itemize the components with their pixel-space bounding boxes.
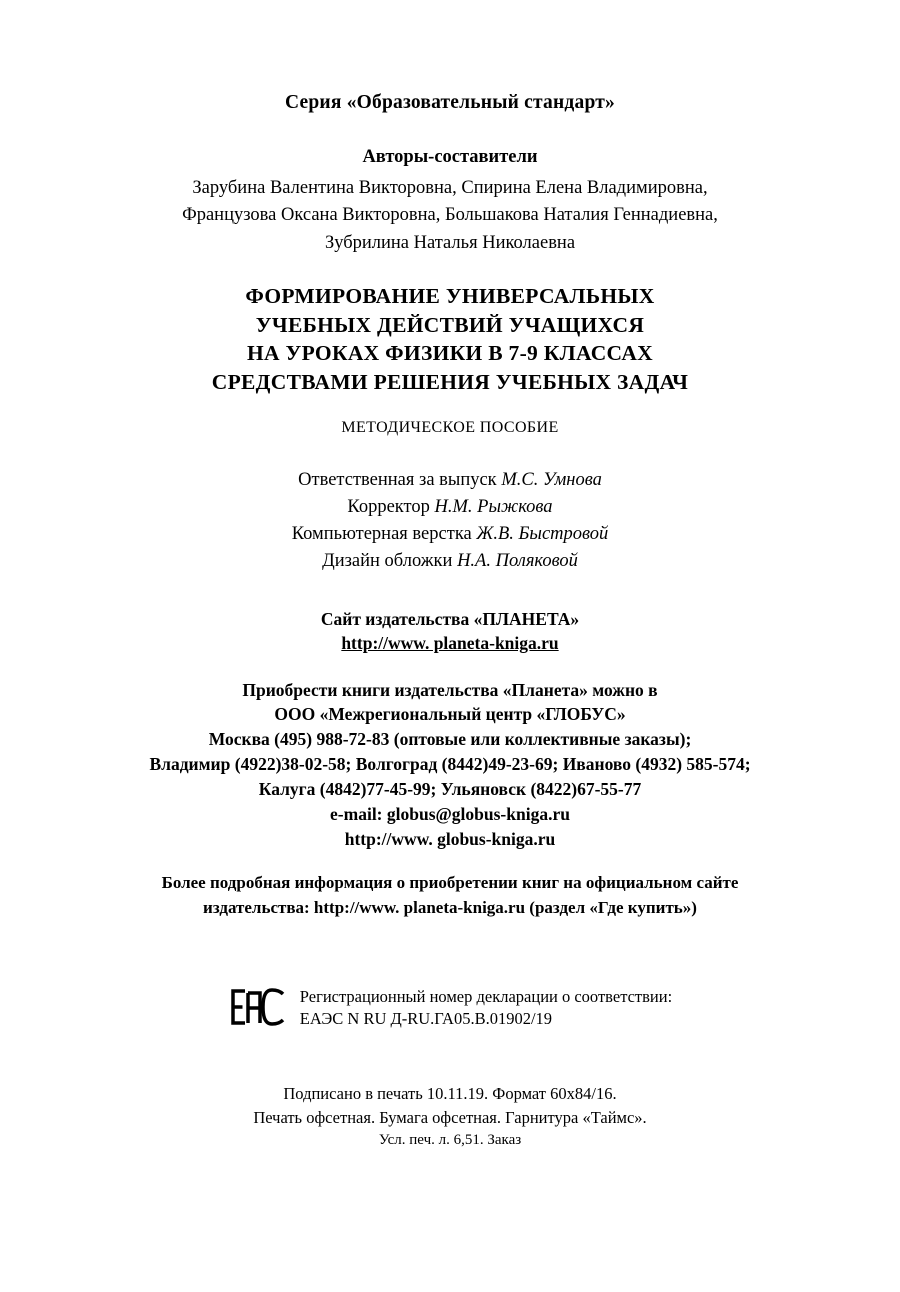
publisher-site-label: Сайт издательства «ПЛАНЕТА» (320, 608, 580, 629)
title-line-1: ФОРМИРОВАНИЕ УНИВЕРСАЛЬНЫХ (245, 284, 655, 309)
purchase-line-2: ООО «Межрегиональный центр «ГЛОБУС» (274, 704, 626, 725)
purchase-line-3: Москва (495) 988-72-83 (оптовые или коллективные заказы); (208, 729, 692, 750)
credit-role-2: Корректор (347, 496, 435, 517)
purchase-email[interactable]: e-mail: globus@globus-kniga.ru (330, 803, 570, 824)
credit-row-4 (0, 548, 900, 575)
credit-row-1 (0, 467, 900, 494)
authors-names (0, 175, 900, 257)
book-subtitle: МЕТОДИЧЕСКОЕ ПОСОБИЕ (341, 418, 559, 436)
title-line-4: СРЕДСТВАМИ РЕШЕНИЯ УЧЕБНЫХ ЗАДАЧ (211, 369, 689, 394)
author-line-3: Зубрилина Наталья Николаевна (324, 232, 576, 253)
credit-row-2 (0, 494, 900, 521)
authors-heading: Авторы-составители (362, 147, 538, 167)
eac-text (300, 986, 672, 1031)
purchase-line-1: Приобрести книги издательства «Планета» можно в (242, 679, 658, 700)
eac-conformity-block (0, 986, 900, 1031)
more-info-line-1: Более подробная информация о приобретении книг на официальном сайте (161, 873, 739, 893)
title-line-3: НА УРОКАХ ФИЗИКИ В 7-9 КЛАССАХ (247, 341, 653, 366)
credit-row-3 (0, 521, 900, 548)
purchase-line-4: Владимир (4922)38-02-58; Волгоград (8442)49-23-69; Иваново (4932) 585-574; (149, 754, 751, 775)
author-line-2: Французова Оксана Викторовна, Большакова Наталия Геннадиевна, (182, 205, 718, 226)
credit-name-4: Н.А. Поляковой (457, 550, 578, 571)
purchase-line-5: Калуга (4842)77-45-99; Ульяновск (8422)67-55-77 (258, 778, 642, 799)
imprint-footer (0, 1082, 900, 1152)
imprint-line-1: Подписано в печать 10.11.19. Формат 60х84/16. (283, 1084, 617, 1104)
imprint-line-3: Усл. печ. л. 6,51. Заказ (378, 1132, 522, 1149)
eac-mark-icon (228, 988, 288, 1026)
title-line-2: УЧЕБНЫХ ДЕЙСТВИЙ УЧАЩИХСЯ (255, 312, 645, 337)
more-info-line-2: издательства: http://www. planeta-kniga.ru (раздел «Где купить») (203, 897, 697, 917)
book-title (0, 282, 900, 396)
book-imprint-page (0, 92, 900, 1292)
purchase-block (0, 678, 900, 852)
more-info-block (0, 871, 900, 919)
imprint-line-2: Печать офсетная. Бумага офсетная. Гарнитура «Таймс». (253, 1108, 647, 1128)
credit-role-1: Ответственная за выпуск (298, 469, 502, 490)
publisher-site-block (0, 607, 900, 656)
publisher-site-url[interactable]: http://www. planeta-kniga.ru (341, 633, 559, 653)
eac-line-1: Регистрационный номер декларации о соответствии: (299, 986, 673, 1006)
eac-line-2: ЕАЭС N RU Д-RU.ГА05.В.01902/19 (299, 1008, 553, 1028)
author-line-1: Зарубина Валентина Викторовна, Спирина Елена Владимировна, (192, 178, 708, 198)
credit-name-2: Н.М. Рыжкова (434, 496, 553, 517)
series-line: Серия «Образовательный стандарт» (285, 92, 615, 113)
purchase-url[interactable]: http://www. globus-kniga.ru (344, 828, 556, 849)
credit-name-1: М.С. Умнова (501, 469, 602, 490)
credit-role-3: Компьютерная верстка (291, 523, 477, 544)
credit-name-3: Ж.В. Быстровой (476, 523, 609, 544)
credits-block (0, 467, 900, 575)
credit-role-4: Дизайн обложки (322, 550, 458, 571)
